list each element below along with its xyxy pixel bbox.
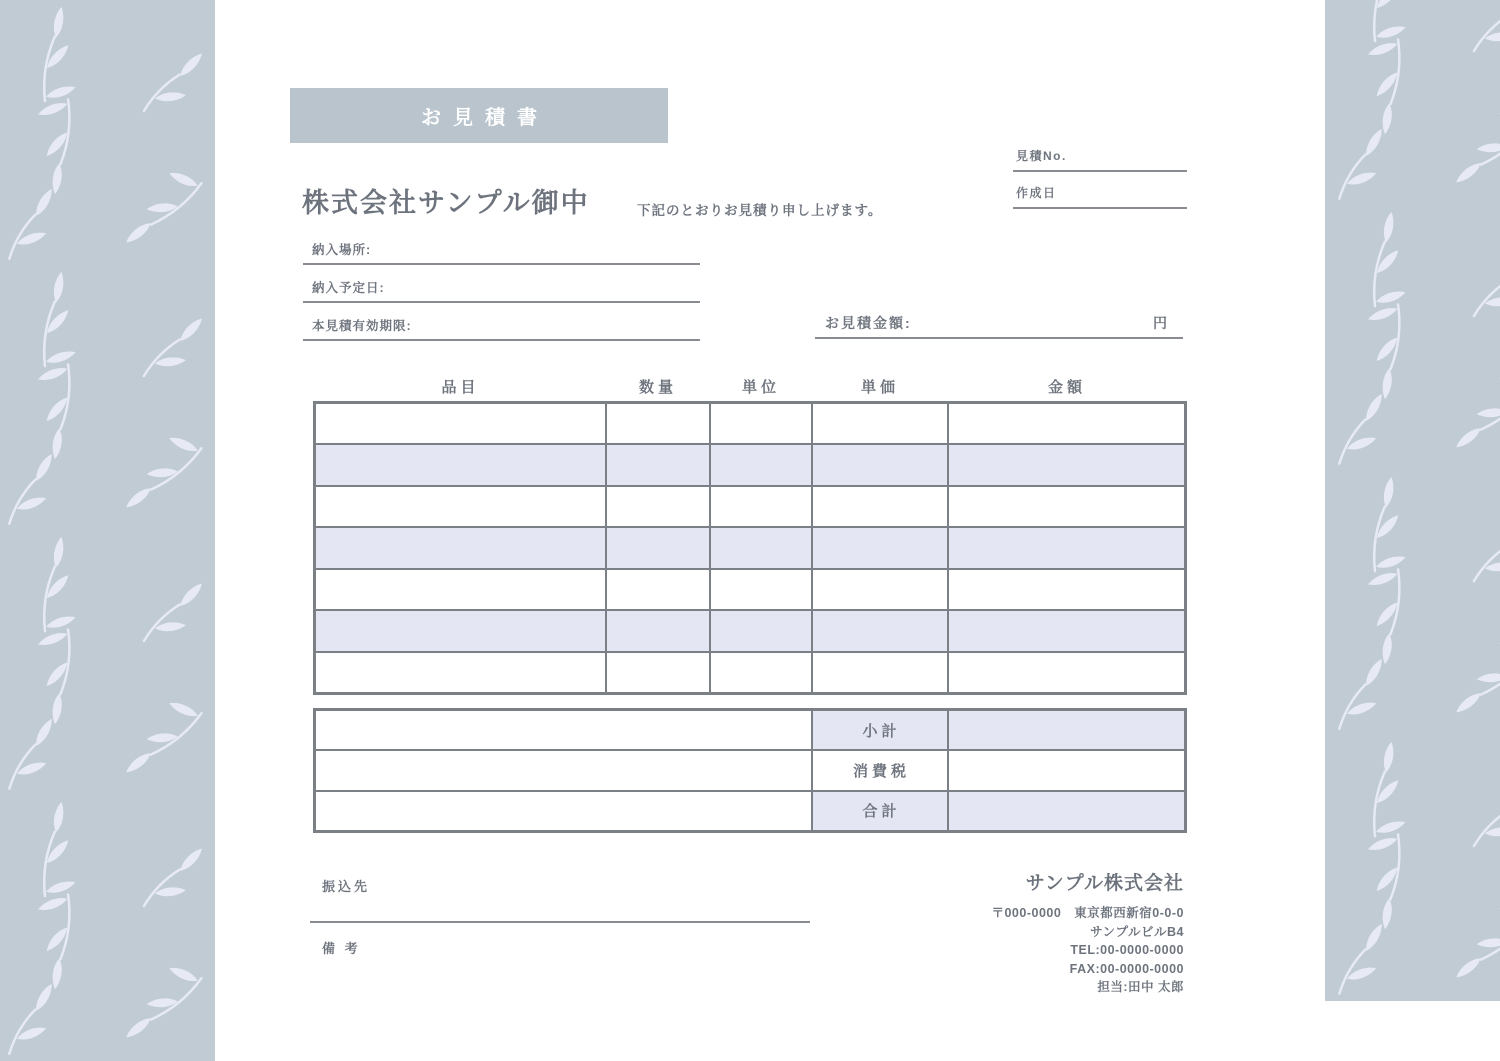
- summary-row-subtotal: [315, 710, 1186, 751]
- column-header-quantity: 数量: [638, 379, 677, 396]
- delivery-place-field[interactable]: [303, 240, 700, 265]
- item-cell[interactable]: [948, 444, 1186, 486]
- item-cell[interactable]: [812, 610, 948, 652]
- item-cell[interactable]: [812, 403, 948, 445]
- addressee: 株式会社サンプル御中: [302, 188, 590, 218]
- item-cell[interactable]: [710, 486, 812, 528]
- item-cell[interactable]: [812, 527, 948, 569]
- summary-row-total: [315, 791, 1186, 832]
- item-cell[interactable]: [710, 652, 812, 694]
- item-cell[interactable]: [948, 610, 1186, 652]
- item-cell[interactable]: [606, 610, 710, 652]
- summary-row-tax: [315, 750, 1186, 791]
- item-cell[interactable]: [948, 486, 1186, 528]
- total-label: 合計: [812, 791, 948, 832]
- document-title-banner: [290, 88, 668, 143]
- summary-filler-cell: [315, 710, 812, 751]
- subtotal-value-cell[interactable]: [948, 710, 1186, 751]
- created-date-field[interactable]: [1013, 184, 1187, 209]
- column-header-unit: 単位: [741, 379, 780, 396]
- total-value-cell[interactable]: [948, 791, 1186, 832]
- currency-unit-label: 円: [1153, 315, 1167, 331]
- item-cell[interactable]: [710, 610, 812, 652]
- item-cell[interactable]: [710, 569, 812, 611]
- item-row: [315, 444, 1186, 486]
- bank-transfer-label: 振込先: [322, 879, 371, 894]
- item-cell[interactable]: [315, 610, 606, 652]
- item-cell[interactable]: [812, 486, 948, 528]
- summary-table: [313, 708, 1187, 833]
- issuer-block: [850, 868, 1184, 997]
- item-row: [315, 569, 1186, 611]
- summary-filler-cell: [315, 750, 812, 791]
- item-row: [315, 527, 1186, 569]
- delivery-place-label: 納入場所:: [312, 243, 372, 257]
- item-row: [315, 652, 1186, 694]
- item-cell[interactable]: [812, 569, 948, 611]
- document-sheet: [215, 0, 1285, 1061]
- issuer-fax: FAX:00-0000-0000: [1069, 961, 1184, 976]
- item-row: [315, 610, 1186, 652]
- issuer-postal-address: 〒000-0000 東京都西新宿0-0-0: [991, 906, 1184, 920]
- issuer-building: サンプルビルB4: [1090, 924, 1184, 939]
- estimate-number-field[interactable]: [1013, 147, 1187, 172]
- item-cell[interactable]: [812, 444, 948, 486]
- item-cell[interactable]: [315, 444, 606, 486]
- estimate-amount-field[interactable]: [815, 311, 1183, 339]
- item-table: [313, 401, 1187, 695]
- validity-period-field[interactable]: [303, 316, 700, 341]
- item-row: [315, 486, 1186, 528]
- item-cell[interactable]: [710, 527, 812, 569]
- item-cell[interactable]: [606, 527, 710, 569]
- delivery-date-label: 納入予定日:: [312, 281, 385, 295]
- item-cell[interactable]: [315, 486, 606, 528]
- delivery-date-field[interactable]: [303, 278, 700, 303]
- item-cell[interactable]: [606, 486, 710, 528]
- item-cell[interactable]: [948, 527, 1186, 569]
- issuer-company-name: サンプル株式会社: [1025, 873, 1184, 894]
- column-header-item: 品目: [441, 379, 480, 396]
- item-table-column-headers: [313, 376, 1184, 398]
- item-cell[interactable]: [606, 444, 710, 486]
- validity-period-label: 本見積有効期限:: [312, 319, 412, 333]
- item-cell[interactable]: [315, 569, 606, 611]
- item-cell[interactable]: [315, 527, 606, 569]
- estimate-number-label: 見積No.: [1016, 149, 1067, 163]
- document-title: お見積書: [421, 107, 549, 129]
- item-cell[interactable]: [710, 403, 812, 445]
- tax-label: 消費税: [812, 750, 948, 791]
- item-cell[interactable]: [812, 652, 948, 694]
- item-cell[interactable]: [606, 403, 710, 445]
- column-header-amount: 金額: [1047, 379, 1086, 396]
- item-cell[interactable]: [606, 652, 710, 694]
- item-row: [315, 403, 1186, 445]
- greeting-text: 下記のとおりお見積り申し上げます。: [637, 203, 883, 218]
- remarks-label: 備 考: [322, 941, 361, 956]
- summary-filler-cell: [315, 791, 812, 832]
- item-table-body: [315, 403, 1186, 694]
- column-header-unit-price: 単価: [860, 379, 899, 396]
- item-cell[interactable]: [948, 403, 1186, 445]
- item-cell[interactable]: [606, 569, 710, 611]
- item-cell[interactable]: [710, 444, 812, 486]
- estimate-amount-label: お見積金額:: [825, 315, 912, 331]
- issuer-contact-person: 担当:田中 太郎: [1097, 980, 1184, 994]
- item-cell[interactable]: [315, 403, 606, 445]
- item-cell[interactable]: [948, 652, 1186, 694]
- bank-transfer-field[interactable]: [310, 900, 810, 923]
- subtotal-label: 小計: [812, 710, 948, 751]
- issuer-tel: TEL:00-0000-0000: [1070, 943, 1184, 957]
- item-cell[interactable]: [948, 569, 1186, 611]
- tax-value-cell[interactable]: [948, 750, 1186, 791]
- created-date-label: 作成日: [1016, 186, 1057, 200]
- item-cell[interactable]: [315, 652, 606, 694]
